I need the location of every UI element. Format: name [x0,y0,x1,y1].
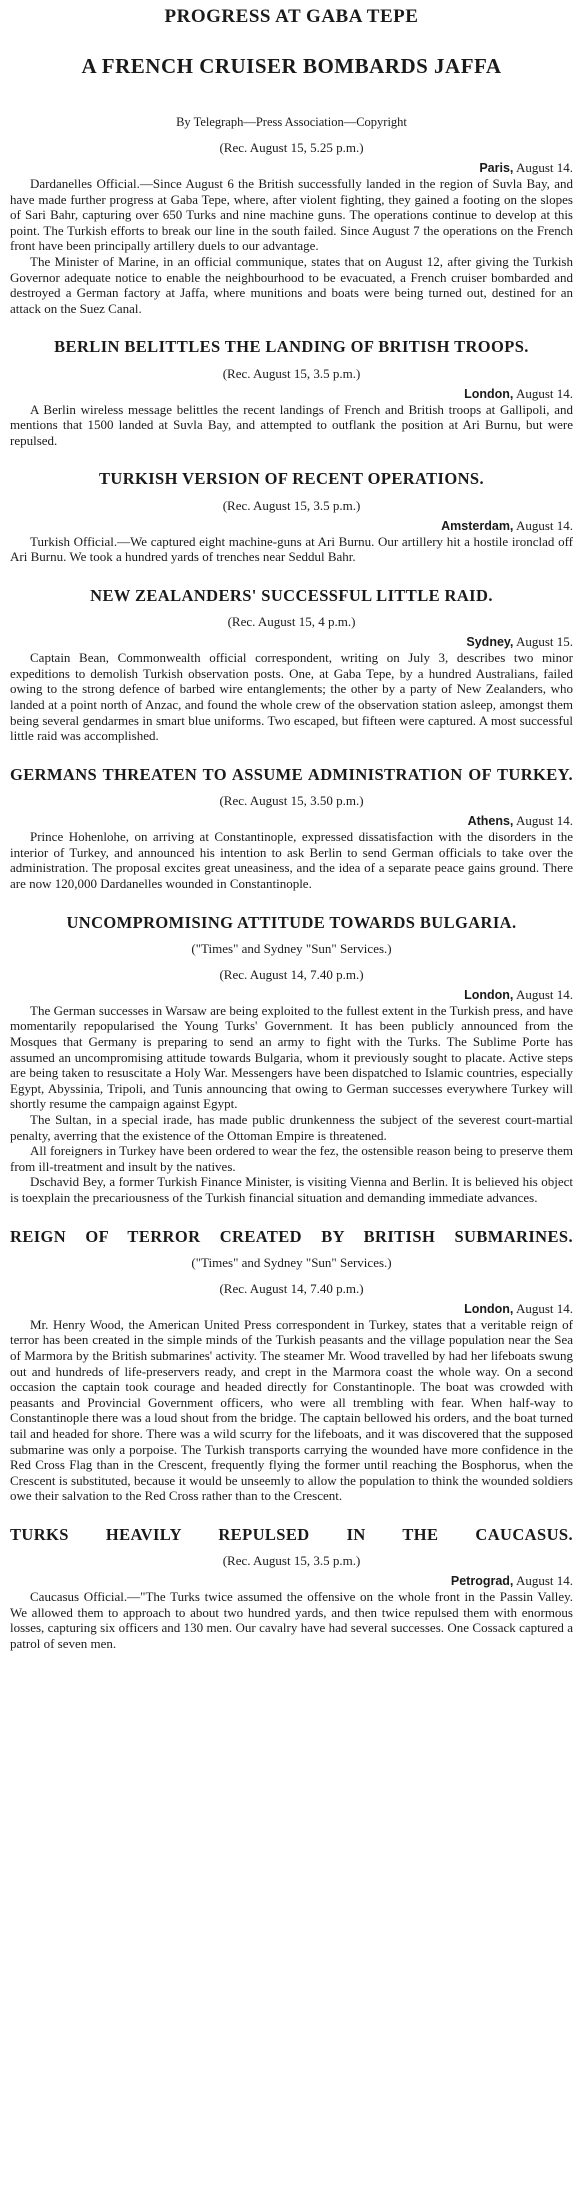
dateline-place: Paris, [479,161,514,175]
headline-progress: PROGRESS AT GABA TEPE [164,6,419,27]
dateline-place: Athens, [467,814,514,829]
services-credit: ("Times" and Sydney "Sun" Services.) [191,1254,392,1270]
received-time: (Rec. August 15, 5.25 p.m.) [219,140,364,155]
article-paragraph: Caucasus Official.—"The Turks twice assumed the offensive on the whole front in the Passin Valley. We allowed them to approach to about two hundred yards, and then twice repulsed them with enormous losses, capturing six officers and 130 men. Our cavalry have had several successes. One Cossack captured a patrol of seven men. [10,1589,573,1652]
dateline [10,160,573,176]
dateline-date: August 14. [513,1573,573,1589]
dateline [10,813,573,829]
section-heading: UNCOMPROMISING ATTITUDE TOWARDS BULGARIA. [66,912,517,932]
dateline-date: August 14. [513,160,573,175]
dateline-place: Amsterdam, [441,518,514,533]
dateline [10,518,573,534]
article-paragraph: The German successes in Warsaw are being exploited to the fullest extent in the Turkish press, and have momentarily repopularised the Young Turks' Government. It has been publicly announced from the Mosques that Germany is preparing to send an army to fight with the Turks. The Sublime Porte has assumed an uncompromising attitude towards Bulgaria, whom it previously sought to placate. Active steps are being taken to resuscitate a Holy War. Messengers have been dispatched to Islamic countries, especially Egypt, Abyssinia, Tripoli, and Tunis announcing that owing to German successes everywhere Turkey will shortly resume the campaign against Egypt. [10,1002,573,1112]
services-credit: ("Times" and Sydney "Sun" Services.) [191,940,392,956]
article-bulgaria-attitude [10,914,573,1206]
dateline [10,987,573,1003]
section-heading: TURKS HEAVILY REPULSED IN THE CAUCASUS. [10,1524,573,1544]
article-new-zealanders-raid [10,587,573,744]
received-time: (Rec. August 14, 7.40 p.m.) [219,1280,364,1296]
received-time: (Rec. August 15, 3.5 p.m.) [222,497,361,513]
received-time: (Rec. August 15, 4 p.m.) [227,614,356,630]
dateline-place: London, [464,987,514,1002]
dateline-place: Petrograd, [450,1574,514,1589]
article-paragraph: Turkish Official.—We captured eight machine-guns at Ari Burnu. Our artillery hit a hostile ironclad off Ari Burnu. We took a hundred yards of trenches near Seddul Bahr. [10,533,573,565]
section-heading: TURKISH VERSION OF RECENT OPERATIONS. [98,469,485,489]
article-paragraph: Dardanelles Official.—Since August 6 the British successfully landed in the region of Suvla Bay, and have made further progress at Gaba Tepe, where, after violent fighting, they gained a footing on the slopes of Sari Bahr, capturing over 650 Turks and nine machine guns. The operations continue to develop at this point. The Turkish efforts to break our line in the south failed. Since August 7 the operations on the French front have been principally artillery duels to our advantage. [10,176,573,254]
article-reign-of-terror [10,1228,573,1504]
dateline-date: August 14. [513,813,573,829]
article-turkish-version [10,470,573,565]
article-paragraph: Captain Bean, Commonwealth official correspondent, writing on July 3, describes two minor expeditions to demolish Turkish observation posts. One, at Gaba Tepe, by a hundred Australians, failed owing to the strong defence of barbed wire entanglements; the other by a party of New Zealanders, who landed at a point north of Anzac, and found the whole crew of the observation station asleep, amongst them being several gendarmes in smart blue uniforms. Two escaped, but fifteen were captured. A most successful little raid was accomplished. [10,650,573,744]
dateline-date: August 14. [513,385,573,401]
article-paragraph: The Minister of Marine, in an official communique, states that on August 12, after giving the Turkish Governor adequate notice to enable the neighbourhood to be evacuated, a French cruiser bombarded and destroyed a German factory at Jaffa, where munitions and boats were being turned out, destined for an attack on the Suez Canal. [10,253,573,316]
section-heading: NEW ZEALANDERS' SUCCESSFUL LITTLE RAID. [90,585,493,605]
article-paragraph: The Sultan, in a special irade, has made public drunkenness the subject of the severest court-martial penalty, averring that the existence of the Ottoman Empire is threatened. [10,1111,573,1143]
headline-french-cruiser: A FRENCH CRUISER BOMBARDS JAFFA [81,54,502,78]
article-paragraph: Dschavid Bey, a former Turkish Finance Minister, is visiting Vienna and Berlin. It is believed his object is toexplain the precariousness of the Turkish financial situation and demanding immediate advances. [10,1174,573,1205]
article-berlin-belittles [10,338,573,448]
article-paragraph: All foreigners in Turkey have been ordered to wear the fez, the ostensible reason being to preserve them from ill-treatment and insult by the natives. [10,1143,573,1174]
section-heading: REIGN OF TERROR CREATED BY BRITISH SUBMARINES. [10,1226,573,1246]
received-time: (Rec. August 15, 3.50 p.m.) [219,793,364,809]
dateline-place: London, [464,1301,514,1316]
received-time: (Rec. August 15, 3.5 p.m.) [222,365,361,381]
article-paragraph: Mr. Henry Wood, the American United Press correspondent in Turkey, states that a veritable reign of terror has been created in the simple minds of the Turkish peasants and the village population near the Sea of Marmora by the British submarines' activity. The steamer Mr. Wood travelled by had her lifeboats swung out and hundreds of life-preservers ready, and crept in the Marmora coast the whole way. On a second occasion the captain took courage and headed directly for Constantinople. The boat was crowded with peasants and Provincial Government officers, who were all trembling with fear. When half-way to Constantinople there was a loud shout from the bridge. The captain bellowed his orders, and the boat turned tail and headed for shore. There was a wild scurry for the lifeboats, and it was discovered that the supposed submarine was only a porpoise. The Turkish transports carrying the wounded have more confidence in the Red Cross Flag than in the Crescent, frequently flying the former until reaching the Bosphorus, when the Crescent is substituted, because it would be unseemly to allow the population to think the wounded soldiers owe their salvation to the Red Cross rather than to the Crescent. [10,1316,573,1504]
dateline-date: August 14. [513,986,573,1002]
press-credit: By Telegraph—Press Association—Copyright [176,115,407,129]
article-caucasus-repulse [10,1526,573,1652]
article-paragraph: Prince Hohenlohe, on arriving at Constantinople, expressed dissatisfaction with the disorders in the interior of Turkey, and announced his intention to ask Berlin to send German officials to take over the administration. The proposal excites great uneasiness, and the idea of a separate peace gains ground. There are now 120,000 Dardanelles wounded in Constantinople. [10,829,573,891]
dateline-date: August 14. [513,1300,573,1316]
article-germans-threaten [10,766,573,892]
dateline-date: August 14. [513,517,573,533]
dateline [10,634,573,650]
received-time: (Rec. August 15, 3.5 p.m.) [222,1553,361,1569]
dateline [10,386,573,402]
dateline-place: Sydney, [466,635,514,650]
article-paragraph: A Berlin wireless message belittles the recent landings of French and British troops at Gallipoli, and mentions that 1500 landed at Suvla Bay, and attempted to outflank the position at Ari Burnu, but were repulsed. [10,401,573,448]
dateline-date: August 15. [513,634,573,650]
dateline [10,1573,573,1589]
dateline [10,1301,573,1317]
received-time: (Rec. August 14, 7.40 p.m.) [219,966,364,982]
section-heading: GERMANS THREATEN TO ASSUME ADMINISTRATION OF TURKEY. [10,764,573,784]
section-heading: BERLIN BELITTLES THE LANDING OF BRITISH TROOPS. [54,337,529,357]
dateline-place: London, [464,386,514,401]
